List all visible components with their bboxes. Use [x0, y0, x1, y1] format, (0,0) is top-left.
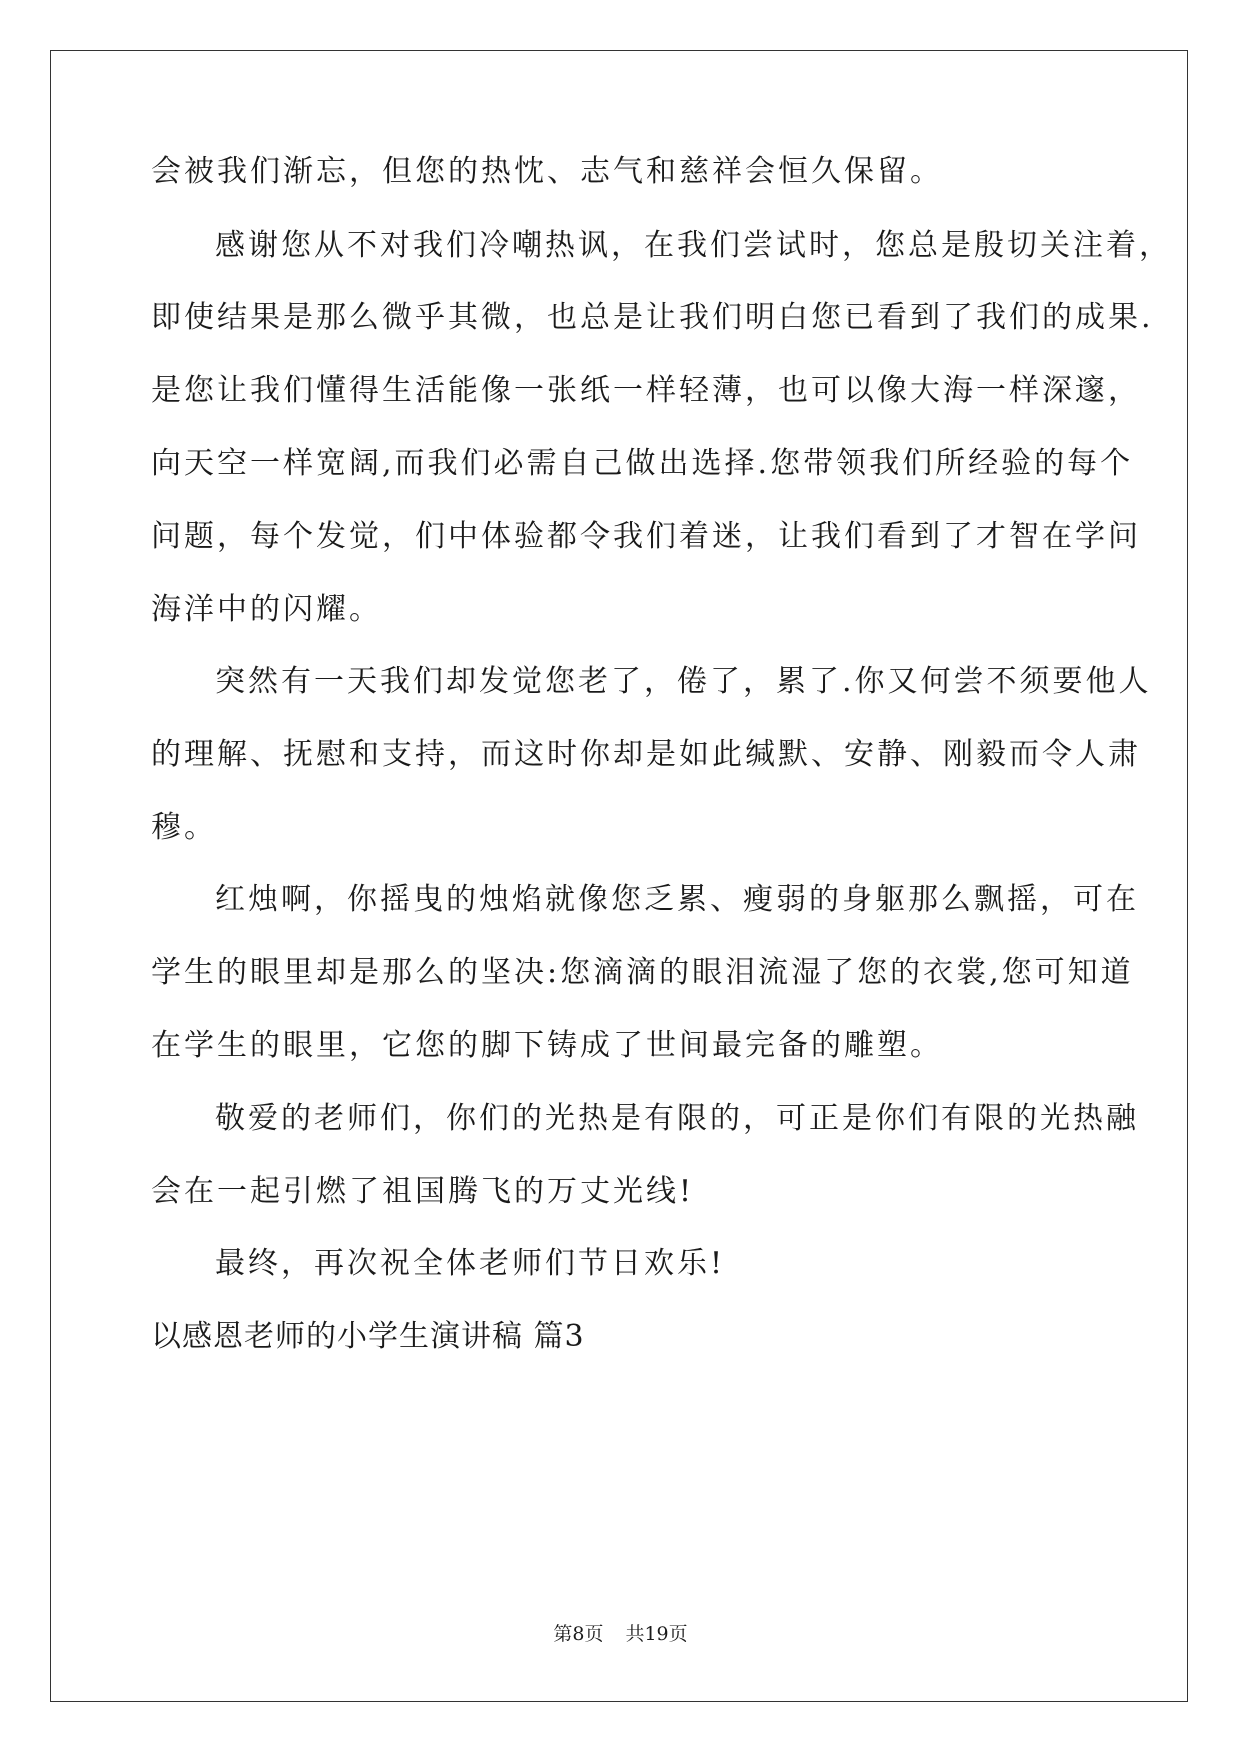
paragraph-line: 红烛啊，你摇曳的烛焰就像您乏累、瘦弱的身躯那么飘摇，可在: [215, 882, 1139, 917]
paragraph-line: 敬爱的老师们，你们的光热是有限的，可正是你们有限的光热融: [215, 1101, 1139, 1136]
paragraph-line: 学生的眼里却是那么的坚决:您滴滴的眼泪流湿了您的衣裳,您可知道: [151, 955, 1134, 990]
paragraph-line: 是您让我们懂得生活能像一张纸一样轻薄，也可以像大海一样深邃，: [151, 373, 1141, 408]
paragraph-line: 突然有一天我们却发觉您老了，倦了，累了.你又何尝不须要他人: [215, 664, 1152, 699]
paragraph-line: 海洋中的闪耀。: [151, 592, 382, 627]
paragraph-line: 即使结果是那么微乎其微，也总是让我们明白您已看到了我们的成果.: [151, 300, 1154, 335]
page-number: 第8页: [553, 1623, 604, 1645]
page-total: 共19页: [625, 1623, 688, 1645]
page-footer: [0, 1622, 1241, 1646]
paragraph-line: 问题，每个发觉，们中体验都令我们着迷，让我们看到了才智在学问: [151, 519, 1141, 554]
paragraph-line: 穆。: [151, 810, 217, 845]
paragraph-line: 的理解、抚慰和支持，而这时你却是如此缄默、安静、刚毅而令人肃: [151, 737, 1141, 772]
paragraph-line: 会被我们渐忘，但您的热忱、志气和慈祥会恒久保留。: [151, 154, 943, 189]
paragraph-line: 会在一起引燃了祖国腾飞的万丈光线!: [151, 1174, 695, 1209]
paragraph-line: 向天空一样宽阔,而我们必需自己做出选择.您带领我们所经验的每个: [151, 446, 1134, 481]
section-heading: 以感恩老师的小学生演讲稿 篇3: [151, 1319, 585, 1354]
paragraph-line: 感谢您从不对我们冷嘲热讽，在我们尝试时，您总是殷切关注着，: [215, 228, 1172, 263]
paragraph-line: 在学生的眼里，它您的脚下铸成了世间最完备的雕塑。: [151, 1028, 943, 1063]
paragraph-line: 最终，再次祝全体老师们节日欢乐!: [215, 1246, 726, 1281]
